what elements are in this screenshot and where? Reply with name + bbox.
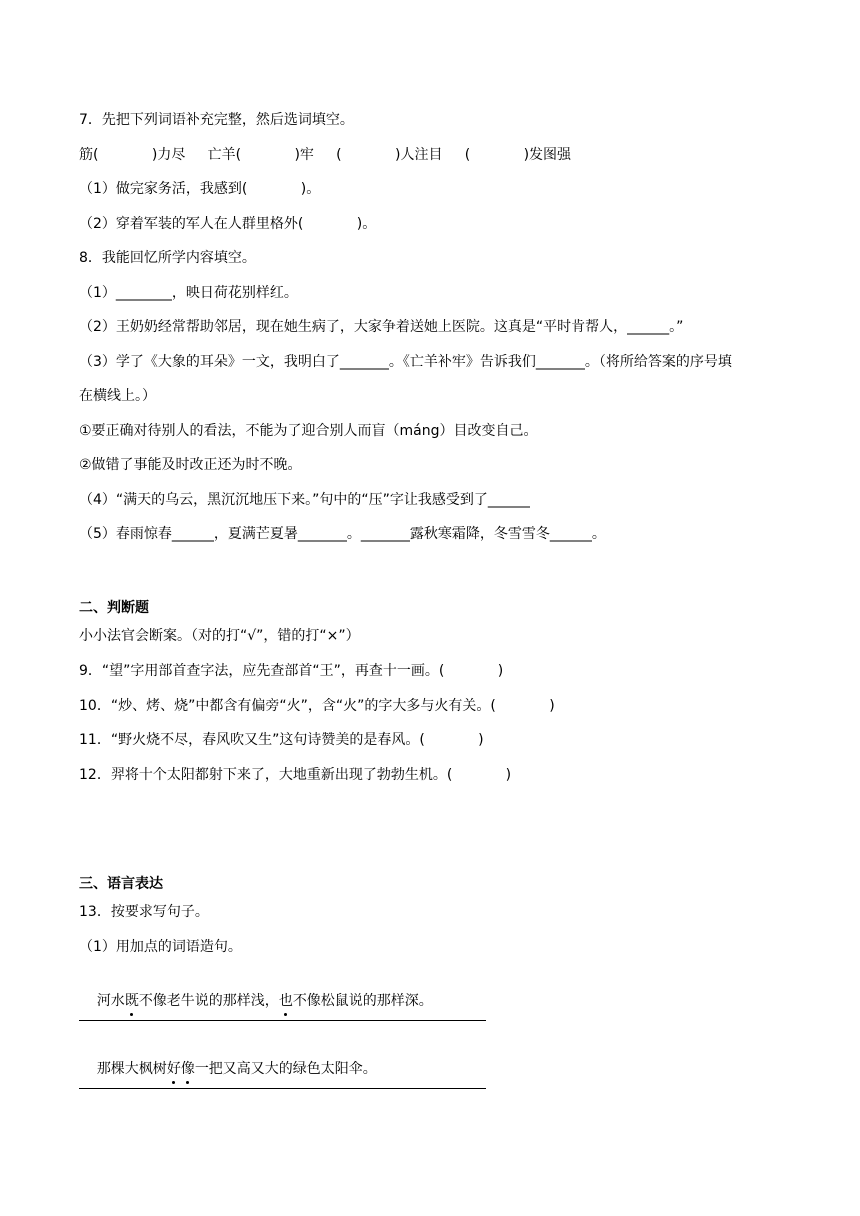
q8-item-5: （5）春雨惊春______，夏满芒夏暑_______。_______露秋寒霜降，冬雪雪冬______。 (79, 526, 606, 542)
q8-item-1: （1）________，映日荷花别样红。 (79, 285, 298, 301)
dotted-word-ji: 既 (124, 993, 139, 1009)
section-heading-expression: 三、语言表达 (79, 876, 163, 892)
dotted-word-hao: 好 (166, 1061, 181, 1077)
answer-line-2[interactable] (79, 1088, 486, 1089)
q13-item-1: （1）用加点的词语造句。 (79, 939, 242, 955)
q7-sentence-2: （2）穿着军装的军人在人群里格外( )。 (79, 216, 377, 232)
q7-word-blanks: 筋( )力尽 亡羊( )牢 ( )人注目 ( )发图强 (79, 147, 572, 163)
q9: 9．“望”字用部首查字法，应先查部首“王”，再查十一画。( ) (79, 663, 504, 679)
q8-item-4: （4）“满天的乌云，黑沉沉地压下来。”句中的“压”字让我感受到了______ (79, 492, 530, 508)
example-2-text-b: 一把又高又大的绿色太阳伞。 (194, 1061, 377, 1077)
q8-option-2: ②做错了事能及时改正还为时不晚。 (79, 457, 302, 473)
section-heading-judgement: 二、判断题 (79, 600, 149, 616)
example-1-text-c: 不像松鼠说的那样深。 (292, 993, 433, 1009)
example-sentence-1 (79, 971, 433, 1031)
dotted-word-xiang: 像 (180, 1061, 195, 1077)
q8-option-1: ①要正确对待别人的看法，不能为了迎合别人而盲（máng）目改变自己。 (79, 423, 538, 439)
q7-sentence-1: （1）做完家务活，我感到( )。 (79, 181, 321, 197)
q8-item-3-continued: 在横线上。） (79, 388, 156, 404)
answer-line-1[interactable] (79, 1020, 486, 1021)
q11: 11．“野火烧不尽，春风吹又生”这句诗赞美的是春风。( ) (79, 732, 484, 748)
q8-item-2: （2）王奶奶经常帮助邻居，现在她生病了，大家争着送她上医院。这真是“平时肯帮人，______。” (79, 319, 684, 335)
q7-title: 7．先把下列词语补充完整，然后选词填空。 (79, 112, 354, 128)
q8-title: 8．我能回忆所学内容填空。 (79, 250, 256, 266)
example-2-text-a: 那棵大枫树 (96, 1061, 167, 1077)
example-1-text-b: 不像老牛说的那样浅， (138, 993, 279, 1009)
q13-title: 13．按要求写句子。 (79, 904, 209, 920)
example-sentence-2 (79, 1039, 377, 1099)
q12: 12．羿将十个太阳都射下来了，大地重新出现了勃勃生机。( ) (79, 767, 512, 783)
judgement-intro: 小小法官会断案。（对的打“√”，错的打“×”） (79, 628, 360, 644)
example-1-text-a: 河水 (96, 993, 125, 1009)
dotted-word-ye: 也 (278, 993, 293, 1009)
q10: 10．“炒、烤、烧”中都含有偏旁“火”，含“火”的字大多与火有关。( ) (79, 698, 555, 714)
q8-item-3: （3）学了《大象的耳朵》一文，我明白了_______。《亡羊补牢》告诉我们_______。（将所给答案的序号填 (79, 354, 732, 370)
